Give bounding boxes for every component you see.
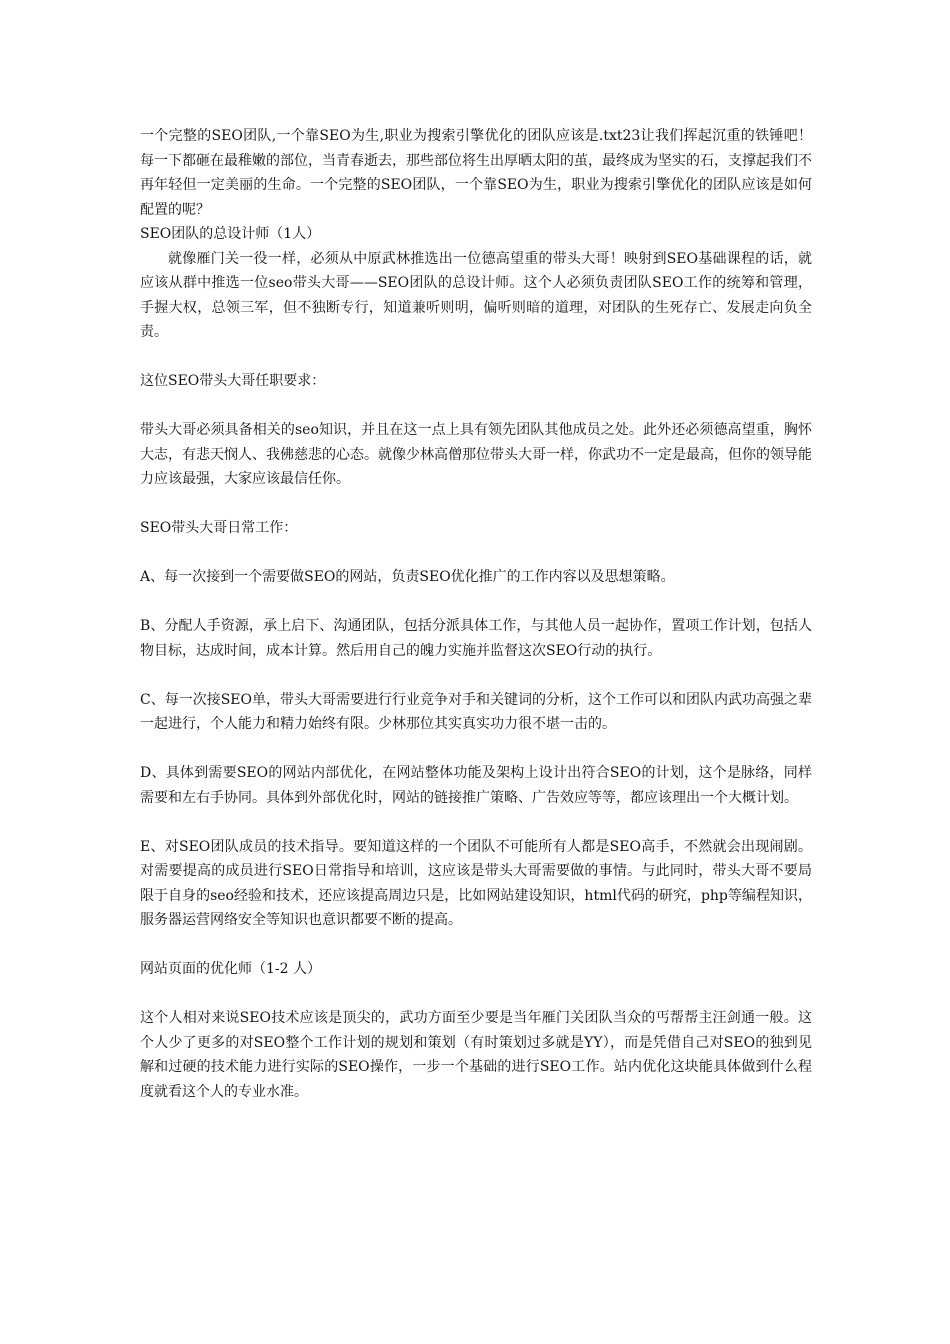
- requirements-heading: 这位SEO带头大哥任职要求：: [140, 373, 326, 389]
- daily-work-item-a: A、每一次接到一个需要做SEO的网站，负责SEO优化推广的工作内容以及思想策略。: [140, 569, 675, 585]
- daily-work-item-b: B、分配人手资源，承上启下、沟通团队，包括分派具体工作，与其他人员一起协作，置项工作计划，包括人物目标，达成时间，成本计算。然后用自己的魄力实施并监督这次SEO行动的执行。: [140, 618, 812, 659]
- intro-paragraph: 一个完整的SEO团队,一个靠SEO为生,职业为搜索引擎优化的团队应该是.txt23让我们挥起沉重的铁锤吧！每一下都砸在最稚嫩的部位，当青春逝去，那些部位将生出厚晒太阳的茧，最终成为坚实的石，支撑起我们不再年轻但一定美丽的生命。一个完整的SEO团队，一个靠SEO为生，职业为搜索引擎优化的团队应该是如何配置的呢？: [140, 128, 812, 218]
- document-body: [140, 124, 812, 1104]
- daily-work-item-e: E、对SEO团队成员的技术指导。要知道这样的一个团队不可能所有人都是SEO高手，不然就会出现闹剧。对需要提高的成员进行SEO日常指导和培训，这应该是带头大哥需要做的事情。与此同时，带头大哥不要局限于自身的seo经验和技术，还应该提高周边只是，比如网站建设知识，html代码的研究，php等编程知识，服务器运营网络安全等知识也意识都要不断的提高。: [140, 838, 812, 928]
- daily-work-item-c: C、每一次接SEO单，带头大哥需要进行行业竞争对手和关键词的分析，这个工作可以和团队内武功高强之辈一起进行，个人能力和精力始终有限。少林那位其实真实功力很不堪一击的。: [140, 691, 812, 732]
- daily-work-heading: SEO带头大哥日常工作：: [140, 520, 298, 536]
- section-heading-chief-designer: SEO团队的总设计师（1人）: [140, 226, 321, 242]
- section-heading-page-optimizer: 网站页面的优化师（1-2 人）: [140, 961, 321, 977]
- page-optimizer-paragraph: 这个人相对来说SEO技术应该是顶尖的，武功方面至少要是当年雁门关团队当众的丐帮帮主汪剑通一般。这个人少了更多的对SEO整个工作计划的规划和策划（有时策划过多就是YY），而是凭借自己对SEO的独到见解和过硬的技术能力进行实际的SEO操作，一步一个基础的进行SEO工作。站内优化这块能具体做到什么程度就看这个人的专业水准。: [140, 1010, 812, 1100]
- chief-designer-paragraph: 就像雁门关一役一样，必须从中原武林推选出一位德高望重的带头大哥！映射到SEO基础课程的话，就应该从群中推选一位seo带头大哥——SEO团队的总设计师。这个人必须负责团队SEO工作的统筹和管理，手握大权，总领三军，但不独断专行，知道兼听则明，偏听则暗的道理，对团队的生死存亡、发展走向负全责。: [140, 250, 812, 340]
- daily-work-item-d: D、具体到需要SEO的网站内部优化，在网站整体功能及架构上设计出符合SEO的计划，这个是脉络，同样需要和左右手协同。具体到外部优化时，网站的链接推广策略、广告效应等等，都应该理出一个大概计划。: [140, 765, 812, 806]
- requirements-paragraph: 带头大哥必须具备相关的seo知识，并且在这一点上具有领先团队其他成员之处。此外还必须德高望重，胸怀大志，有悲天悯人、我佛慈悲的心态。就像少林高僧那位带头大哥一样，你武功不一定是最高，但你的领导能力应该最强，大家应该最信任你。: [140, 422, 812, 487]
